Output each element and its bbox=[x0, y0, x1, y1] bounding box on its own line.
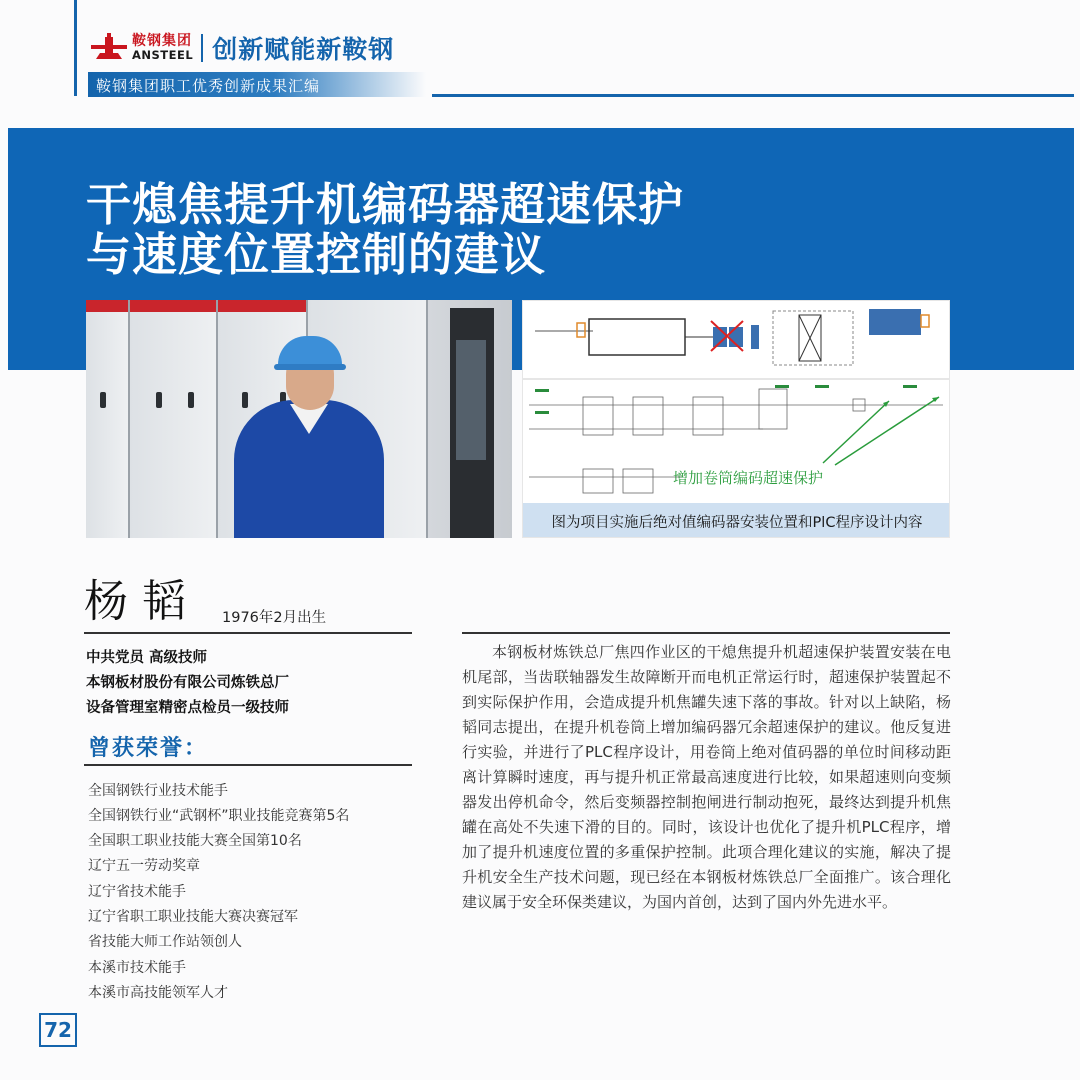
brand-name-cn: 鞍钢集团 bbox=[132, 33, 192, 50]
honor-item: 本溪市高技能领军人才 bbox=[88, 985, 228, 1001]
brand-slogan: 创新赋能新鞍钢 bbox=[212, 35, 395, 64]
person-info-line: 设备管理室精密点检员一级技师 bbox=[86, 700, 289, 716]
honor-item: 全国职工职业技能大赛全国第10名 bbox=[88, 833, 302, 849]
plc-diagram-figure bbox=[522, 300, 950, 538]
cabinet-window bbox=[456, 340, 486, 460]
honors-heading: 曾获荣誉： bbox=[88, 736, 209, 761]
figure-caption: 图为项目实施后绝对值编码器安装位置和PlC程序设计内容 bbox=[551, 515, 923, 531]
person-info-line: 中共党员 高级技师 bbox=[86, 650, 208, 666]
publication-subtitle: 鞍钢集团职工优秀创新成果汇编 bbox=[96, 77, 321, 95]
brand-name bbox=[132, 34, 193, 62]
plc-diagram-drawing bbox=[523, 301, 950, 505]
article-title-line-1: 干熄焦提升机编码器超速保护 bbox=[86, 178, 685, 231]
honor-item: 全国钢铁行业技术能手 bbox=[88, 783, 228, 799]
honor-item: 辽宁五一劳动奖章 bbox=[88, 858, 200, 874]
person-birth: 1976年2月出生 bbox=[222, 610, 327, 626]
honor-item: 本溪市技术能手 bbox=[88, 960, 186, 976]
article-title bbox=[86, 180, 684, 280]
article-body: 本钢板材炼铁总厂焦四作业区的干熄焦提升机超速保护装置安装在电机尾部，当齿联轴器发生故障断开而电机正常运行时，超速保护装置起不到实际保护作用，会造成提升机焦罐失速下落的事故。针对以上缺陷，杨韬同志提出，在提升机卷筒上增加编码器冗余超速保护的建议。他反复进行实验，并进行了PLC程序设计，用卷筒上绝对值码器的单位时间移动距离计算瞬时速度，再与提升机正常最高速度进行比较，如果超速则向变频器发出停机命令，然后变频器控制抱闸进行制动抱死，最终达到提升机焦罐在高处不失速下滑的目的。同时，该设计也优化了提升机PLC程序，增加了提升机速度位置的多重保护控制。此项合理化建议的实施，解决了提升机安全生产技术问题，现已经在本钢板材炼铁总厂全面推广。该合理化建议属于安全环保类建议，为国内首创，达到了国内外先进水平。 bbox=[462, 643, 951, 911]
diagram-overlay-label: 增加卷筒编码超速保护 bbox=[673, 469, 824, 487]
honor-item: 辽宁省职工职业技能大赛决赛冠军 bbox=[88, 909, 298, 925]
honors-rule bbox=[84, 764, 412, 766]
ansteel-logo-icon bbox=[90, 33, 128, 63]
brand-name-en: ANSTEEL bbox=[132, 48, 194, 63]
person-name: 杨韬 bbox=[84, 576, 200, 627]
figure-caption-bar bbox=[523, 503, 950, 537]
honor-item: 全国钢铁行业“武钢杯”职业技能竞赛第5名 bbox=[88, 808, 350, 824]
article-title-line-2: 与速度位置控制的建议 bbox=[86, 228, 547, 281]
person-info-line: 本钢板材股份有限公司炼铁总厂 bbox=[86, 675, 289, 691]
honor-item: 辽宁省技术能手 bbox=[88, 884, 186, 900]
brand-separator bbox=[201, 34, 203, 62]
body-rule bbox=[462, 632, 950, 634]
brand-header bbox=[90, 30, 394, 66]
portrait-photo bbox=[86, 300, 512, 538]
header-right-rule bbox=[432, 94, 1074, 97]
hard-hat-brim bbox=[274, 364, 346, 370]
cabinet bbox=[130, 300, 218, 538]
cabinet bbox=[86, 300, 130, 538]
publication-subtitle-banner bbox=[88, 72, 426, 97]
profile-rule-top bbox=[84, 632, 412, 634]
page-number: 72 bbox=[39, 1013, 77, 1047]
honor-item: 省技能大师工作站领创人 bbox=[88, 934, 242, 950]
header-left-rule bbox=[74, 0, 77, 96]
